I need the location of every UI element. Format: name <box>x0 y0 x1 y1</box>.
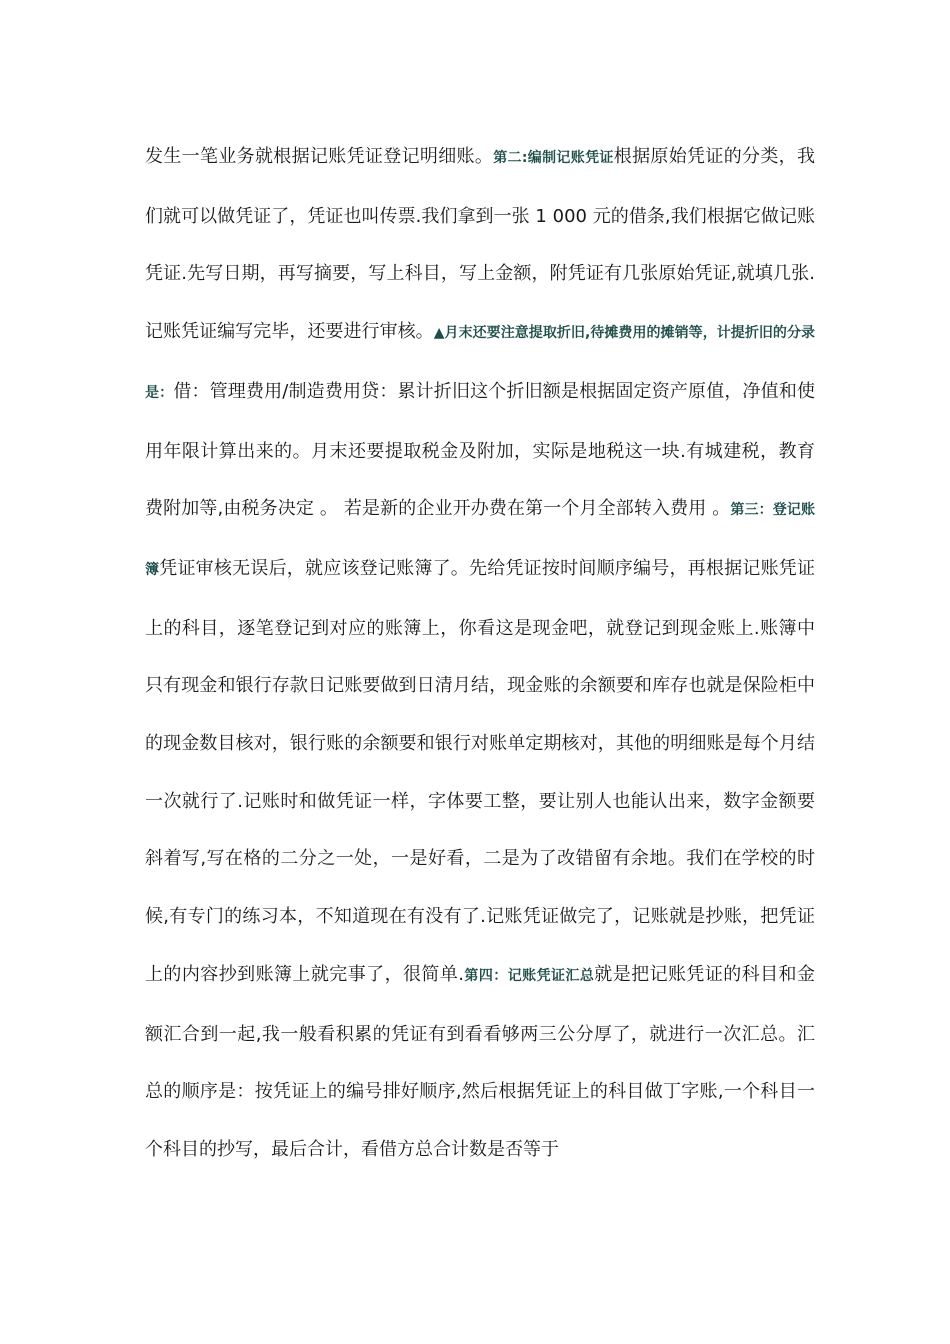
body-text <box>145 128 815 1179</box>
section-heading: 第二:编制记账凭证 <box>493 150 614 166</box>
section-heading: ▲月末还要注意提取折旧,待摊费用的摊销等，计提折旧的分录是： <box>145 325 815 401</box>
body-segment: 借：管理费用/制造费用贷：累计折旧这个折旧额是根据固定资产原值，净值和使用年限计算出来的。月末还要提取税金及附加，实际是地税这一块.有城建税，教育费附加等,由税务决定 。 若是新的企业开办费在第一个月全部转入费用 。 <box>145 380 816 520</box>
section-heading: 第三：登记账簿 <box>145 502 815 578</box>
body-segment: 发生一笔业务就根据记账凭证登记明细账。 <box>145 146 494 167</box>
body-segment: 就是把记账凭证的科目和金额汇合到一起,我一般看积累的凭证有到看看够两三公分厚了，就进行一次汇总。汇总的顺序是：按凭证上的编号排好顺序,然后根据凭证上的科目做丁字账,一个科目一个科目的抄写，最后合计，看借方总合计数是否等于 <box>145 963 815 1160</box>
body-segment: 根据原始凭证的分类，我们就可以做凭证了，凭证也叫传票.我们拿到一张 1 000 元的借条,我们根据它做记账凭证.先写日期，再写摘要，写上科目，写上金额，附凭证有几张原始凭证,就填几张.记账凭证编写完毕，还要进行审核。 <box>145 146 816 343</box>
section-heading: 第四：记账凭证汇总 <box>464 967 595 984</box>
body-segment: 凭证审核无误后，就应该登记账簿了。先给凭证按时间顺序编号，再根据记账凭证上的科目，逐笔登记到对应的账簿上，你看这是现金吧，就登记到现金账上.账簿中只有现金和银行存款日记账要做到日清月结，现金账的余额要和库存也就是保险柜中的现金数目核对，银行账的余额要和银行对账单定期核对，其他的明细账是每个月结一次就行了.记账时和做凭证一样，字体要工整，要让别人也能认出来，数字金额要斜着写,写在格的二分之一处，一是好看，二是为了改错留有余地。我们在学校的时候,有专门的练习本，不知道现在有没有了.记账凭证做完了，记账就是抄账，把凭证上的内容抄到账簿上就完事了，很简单. <box>145 557 816 985</box>
